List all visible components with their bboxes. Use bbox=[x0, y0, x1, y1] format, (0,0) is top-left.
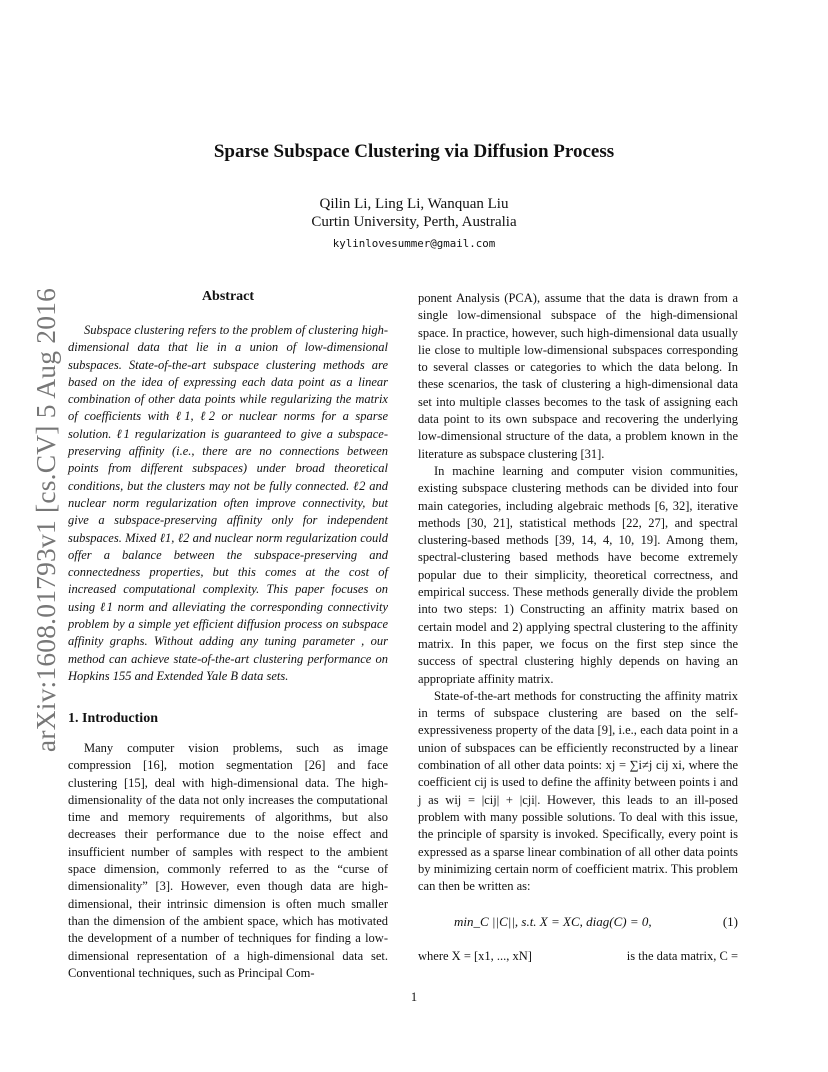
arxiv-id: arXiv:1608.01793v1 [cs.CV] 5 Aug 2016 bbox=[30, 287, 61, 753]
abstract-heading: Abstract bbox=[201, 289, 255, 304]
equation-body: min_C ||C||, s.t. X = XC, diag(C) = 0, bbox=[454, 914, 652, 929]
equation-number: (1) bbox=[722, 914, 738, 929]
arxiv-sidebar-stamp bbox=[16, 287, 76, 753]
email-link[interactable]: kylinlovesummer@gmail.com bbox=[332, 237, 496, 250]
abstract-body bbox=[68, 322, 388, 685]
abstract-text: Subspace clustering refers to the problem of clustering high-dimensional data that lie in a union of low-dimensional subspaces. State-of-the-art subspace clustering methods are based on the idea of expressing each data point as a linear combination of other data points while regularizing the matrix of coefficients with ℓ1, ℓ2 or nuclear norms for a sparse solution. ℓ1 regularization is guaranteed to give a subspace-preserving affinity (i.e., there are no connections between points from different subspaces) under broad theoretical conditions, but the clusters may not be fully connected. ℓ2 and nuclear norm regularization often improve connectivity, but give a subspace-preserving affinity only for independent subspaces. Mixed ℓ1, ℓ2 and nuclear norm regularization could offer a balance between the subspace-preserving and connectedness properties, but this comes at the cost of increased computational complexity. This paper focuses on using ℓ1 norm and alleviating the corresponding connectivity problem by a simple yet efficient diffusion process on subspace affinity graphs. Without adding any tuning parameter , our method can achieve state-of-the-art clustering performance on Hopkins 155 and Extended Yale B data sets. bbox=[68, 323, 388, 683]
closing-line bbox=[418, 948, 738, 965]
closing-line-right: is the data matrix, C = bbox=[626, 949, 738, 963]
paragraph-self-expressiveness: State-of-the-art methods for constructing the affinity matrix in terms of subspace clustering are based on the self-expressiveness property of the data [9], i.e., each data point in a union of subspaces can be efficiently reconstructed by a linear combination of all other data points: xj = ∑i≠j cij xi, where the coefficient cij is used to define the affinity between points i and j as wij = |cij| + |cji|. However, this leads to an ill-posed problem with many possible solutions. To deal with this issue, the principle of sparsity is invoked. Specifically, every point is expressed as a sparse linear combination of all other data points by minimizing certain norm of coefficient matrix. This problem can then be written as: bbox=[418, 688, 738, 894]
paper-title: Sparse Subspace Clustering via Diffusion Process bbox=[213, 141, 615, 162]
introduction-body bbox=[68, 740, 388, 982]
introduction-paragraph: Many computer vision problems, such as image compression [16], motion segmentation [26] and face clustering [15], deal with high-dimensional data. The high-dimensionality of the data not only increases the computational time and memory requirements of algorithms, but also decreases their performance due to the noise effect and insufficient number of samples with respect to the ambient space dimension, commonly referred to as the “curse of dimensionality” [3]. However, even though data are high-dimensional, their intrinsic dimension is often much smaller than the dimension of the ambient space, which has motivated the development of a number of techniques for finding a low-dimensional representation of a high-dimensional data set. Conventional techniques, such as Principal Com- bbox=[68, 741, 388, 980]
paragraph-methods: In machine learning and computer vision communities, existing subspace clustering methods can be divided into four main categories, including algebraic methods [6, 32], iterative methods [30, 21], statistical methods [22, 27], and spectral clustering-based methods [39, 14, 4, 10, 19]. Among them, spectral-clustering based methods have become extremely popular due to their simplicity, theoretical correctness, and empirical success. These methods generally divide the problem into two steps: 1) Constructing an affinity matrix based on certain model and 2) applying spectral clustering to the affinity matrix. In this paper, we focus on the first step since the success of spectral clustering highly depends on having an appropriate affinity matrix. bbox=[418, 463, 738, 686]
page-number: 1 bbox=[410, 990, 418, 1004]
section-heading-introduction: 1. Introduction bbox=[68, 711, 158, 726]
affiliation: Curtin University, Perth, Australia bbox=[311, 214, 517, 230]
authors: Qilin Li, Ling Li, Wanquan Liu bbox=[319, 196, 509, 212]
paragraph-pca: ponent Analysis (PCA), assume that the data is drawn from a single low-dimensional subspace of the high-dimensional space. In practice, however, such high-dimensional data usually lie close to multiple low-dimensional subspaces corresponding to several classes or categories to which the data belong. In these scenarios, the task of clustering a high-dimensional data set into multiple classes becomes to the task of assigning each data point to its own subspace and recovering the underlying low-dimensional structure of the data, a problem known in the literature as subspace clustering [31]. bbox=[418, 291, 738, 461]
closing-line-left: where X = [x1, ..., xN] bbox=[418, 949, 532, 963]
right-column bbox=[418, 290, 738, 895]
